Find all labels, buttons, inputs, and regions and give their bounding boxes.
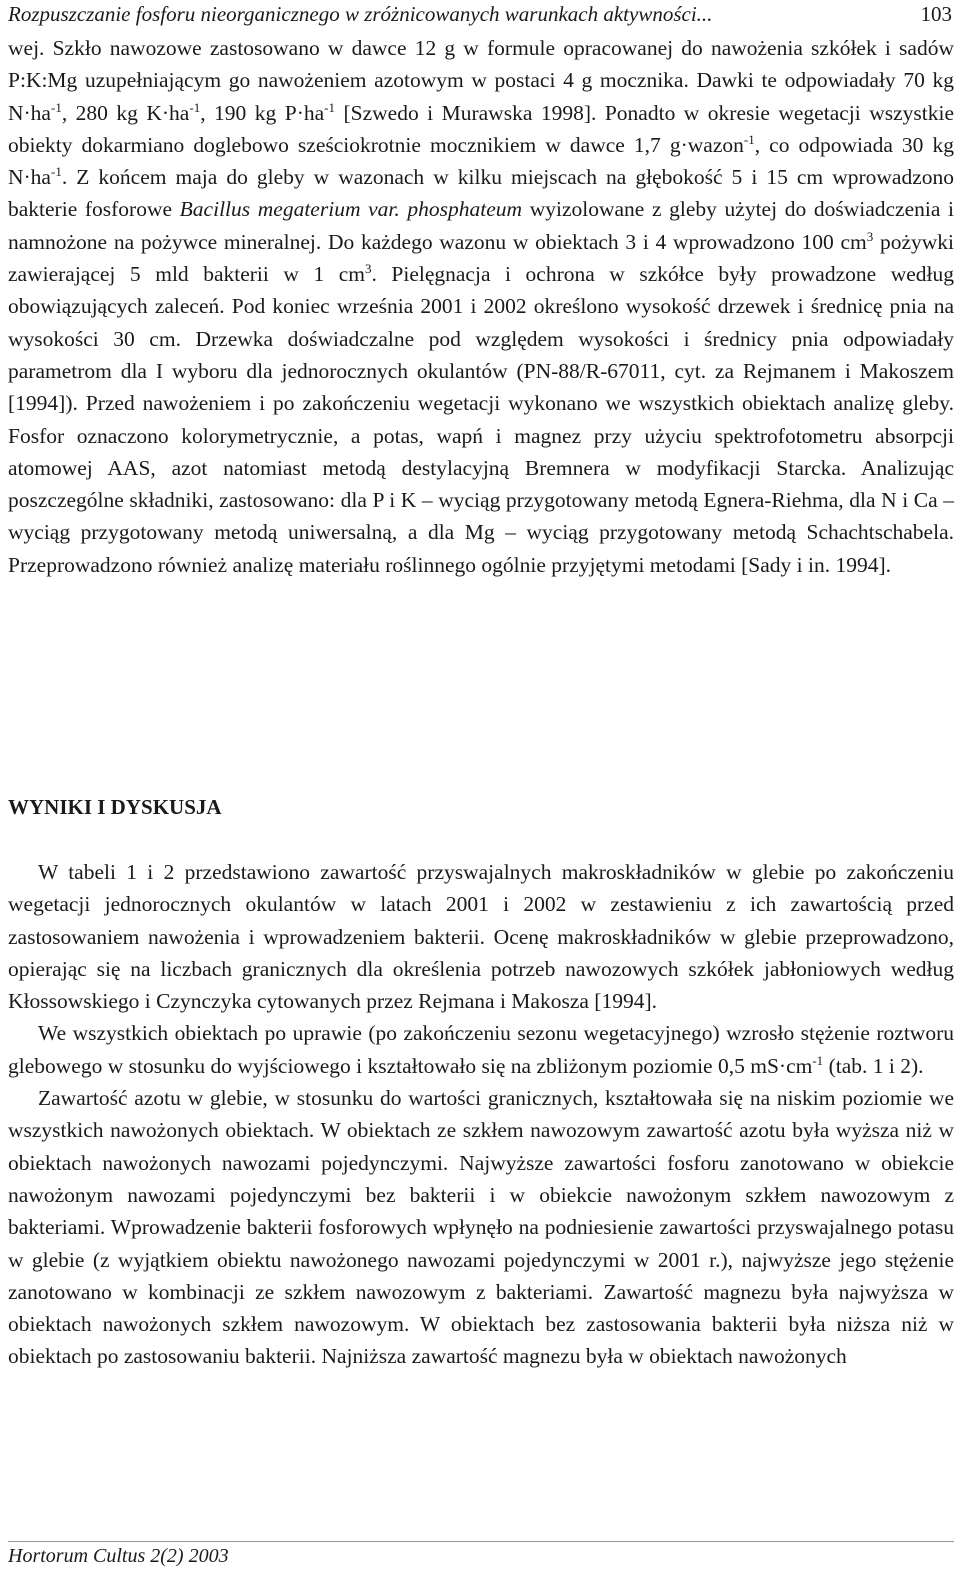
results-paragraph-2 <box>8 1017 954 1082</box>
superscript: -1 <box>50 164 62 180</box>
superscript: -1 <box>812 1052 824 1068</box>
text-run: wyizolowane z gleby użytej do doświadczenia i namnożone na pożywce mineralnej. Do każdego wazonu w obiektach 3 i 4 wprowadzono 100 cm <box>8 197 954 254</box>
text-run: [Szwedo i Murawska 1998]. Ponadto w okresie wegetacji wszystkie obiekty dokarmiano doglebowo sześciokrotnie mocznikiem w dawce 1,7 g·wazon <box>8 100 954 157</box>
page-number: 103 <box>920 2 952 26</box>
text-run: , co odpowiada 30 kg N·ha <box>8 132 954 190</box>
text-run: wej. Szkło nawozowe zastosowano w dawce 12 g w formule opracowanej do nawożenia szkółek i sadów P:K:Mg uzupełniającym go nawożeniem azotowym w postaci 4 g mocznika. Dawki te odpowiadały 70 kg N·ha <box>8 36 954 125</box>
section-heading: WYNIKI I DYSKUSJA <box>8 795 222 819</box>
page-header <box>8 0 952 30</box>
text-run: , 190 kg P·ha <box>200 100 325 125</box>
superscript: -1 <box>324 99 335 115</box>
results-section <box>8 856 954 1373</box>
text-run: pożywki zawierającej 5 mld bakterii w 1 cm <box>8 229 955 287</box>
superscript: -1 <box>50 99 62 115</box>
text-run: , 280 kg K·ha <box>61 100 190 125</box>
superscript: -1 <box>189 99 201 115</box>
text-run: We wszystkich obiektach po uprawie (po zakończeniu sezonu wegetacyjnego) wzrosło stężenie roztworu glebowego w stosunku do wyjściowego i kształtowało się na zbliżonym poziomie 0,5 mS·cm <box>8 1021 954 1078</box>
superscript: 3 <box>365 260 372 276</box>
results-paragraph-3: Zawartość azotu w glebie, w stosunku do wartości granicznych, kształtowała się na niskim poziomie we wszystkich nawożonych obiektach. W obiektach ze szkłem nawozowym zawartość azotu była wyższa niż w obiektach nawożonych nawozami pojedynczymi. Najwyższe zawartości fosforu zanotowano w obiekcie nawożonym nawozami pojedynczymi bez bakterii i w obiekcie nawożonym szkłem nawozowym z bakteriami. Wprowadzenie bakterii fosforowych wpłynęło na podniesienie zawartości przyswajalnego potasu w glebie (z wyjątkiem obiektu nawożonego nawozami pojedynczymi w 2001 r.), najwyższe jego stężenie zanotowano w kombinacji ze szkłem nawozowym z bakteriami. Zawartość magnezu była najwyższa w obiektach nawożonych szkłem nawozowym. W obiektach bez zastosowania bakterii była niższa niż w obiektach po zastosowaniu bakterii. Najniższa zawartość magnezu była w obiektach nawożonych <box>8 1086 954 1369</box>
journal-footer: Hortorum Cultus 2(2) 2003 <box>8 1545 229 1567</box>
methods-section <box>8 32 954 581</box>
methods-paragraph <box>8 32 954 581</box>
species-name: Bacillus megaterium var. phosphateum <box>179 197 523 222</box>
superscript: 3 <box>866 228 874 244</box>
text-run: . Z końcem maja do gleby w wazonach w kilku miejscach na głębokość 5 i 15 cm wprowadzono bakterie fosforowe <box>8 165 954 222</box>
footer-rule <box>8 1541 954 1542</box>
results-paragraph-1: W tabeli 1 i 2 przedstawiono zawartość przyswajalnych makroskładników w glebie po zakończeniu wegetacji jednorocznych okulantów w latach 2001 i 2002 w zestawieniu z ich zawartością przed zastosowaniem nawożenia i wprowadzeniem bakterii. Ocenę makroskładników w glebie przeprowadzono, opierając się na liczbach granicznych dla określenia potrzeb nawozowych szkółek jabłoniowych według Kłossowskiego i Czynczyka cytowanych przez Rejmana i Makosza [1994]. <box>8 860 954 1014</box>
superscript: -1 <box>743 131 755 147</box>
running-title: Rozpuszczanie fosforu nieorganicznego w zróżnicowanych warunkach aktywności... <box>8 2 713 26</box>
text-run: . Pielęgnacja i ochrona w szkółce były prowadzone według obowiązujących zaleceń. Pod koniec września 2001 i 2002 określono wysokość drzewek i średnicę pnia na wysokości 30 cm. Drzewka doświadczalne pod względem wysokości i średnicy pnia odpowiadały parametrom dla I wyboru dla jednorocznych okulantów (PN-88/R-67011, cyt. za Rejmanem i Makoszem [1994]). Przed nawożeniem i po zakończeniu wegetacji wykonano we wszystkich obiektach analizę gleby. Fosfor oznaczono kolorymetrycznie, a potas, wapń i magnez przy użyciu spektrofotometru absorpcji atomowej AAS, azot natomiast metodą destylacyjną Bremnera w modyfikacji Starcka. Analizując poszczególne składniki, zastosowano: dla P i K – wyciąg przygotowany metodą Egnera-Riehma, dla N i Ca – wyciąg przygotowany metodą uniwersalną, a dla Mg – wyciąg przygotowany metodą Schachtschabela. Przeprowadzono również analizę materiału roślinnego ogólnie przyjętymi metodami [Sady i in. 1994]. <box>8 262 955 577</box>
text-run: (tab. 1 i 2). <box>823 1053 924 1078</box>
